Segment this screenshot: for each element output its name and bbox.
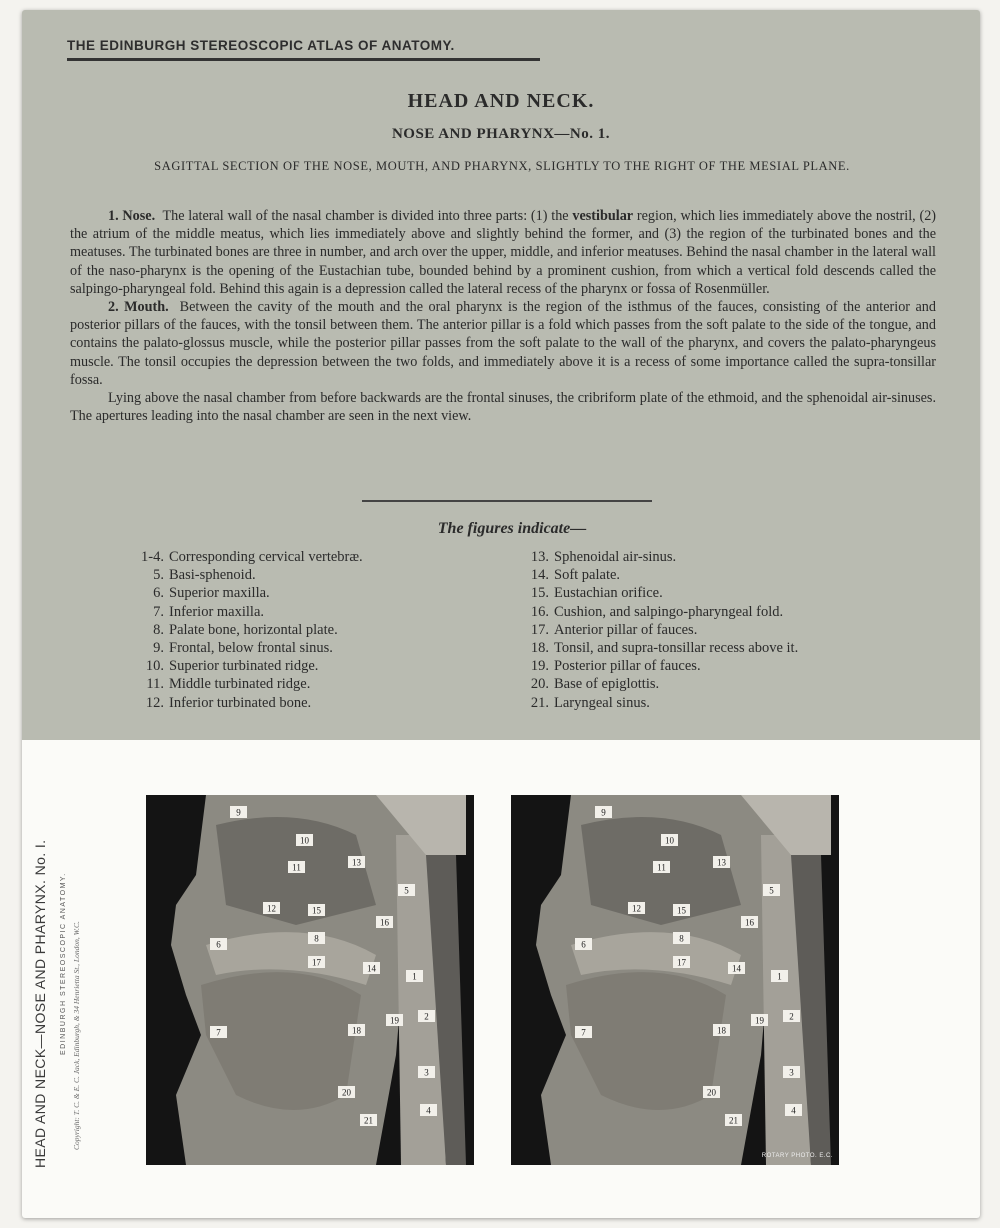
- legend-number: 7.: [153, 603, 164, 620]
- legend-number: 12.: [145, 694, 164, 711]
- legend-item: [122, 548, 363, 566]
- side-copyright: Copyright: T. C. & E. C. Jack, Edinburgh, & 34 Henrietta St., London, W.C.: [72, 921, 81, 1150]
- legend-number: 21.: [530, 694, 549, 711]
- photo-label: 18: [717, 1025, 726, 1036]
- nose-text-b: region, which lies immediately above the nostril, (2) the atrium of the middle meatus, which lies immediately above and slightly behind the former, and (3) the region of the turbinated bones and the meatuses. The turbinated bones are three in number, and arch over the upper, middle, and inferior meatuses. Behind the nasal chamber in the lateral wall of the naso-pharynx is the opening of the Eustachian tube, bounded behind by a prominent cushion, from which a vertical fold descends called the salpingo-pharyngeal fold. Behind this again is a depression called the lateral recess of the pharynx or fossa of Rosenmüller.: [70, 208, 937, 297]
- photo-label: 3: [789, 1067, 794, 1078]
- legend-text: Middle turbinated ridge.: [169, 676, 311, 693]
- legend-text: Soft palate.: [554, 567, 621, 584]
- legend-text: Anterior pillar of fauces.: [554, 621, 698, 638]
- legend-text: Basi-sphenoid.: [169, 567, 256, 584]
- photo-label: 17: [312, 957, 321, 968]
- photo-label: 12: [632, 903, 641, 914]
- nose-paragraph: [70, 207, 936, 298]
- legend-right-column: [507, 548, 798, 712]
- atlas-title: THE EDINBURGH STEREOSCOPIC ATLAS OF ANATOMY.: [67, 38, 455, 53]
- legend-number: 15.: [530, 585, 549, 602]
- legend-item: [122, 657, 363, 675]
- photo-label: 13: [717, 857, 726, 868]
- nose-text-a: The lateral wall of the nasal chamber is divided into three parts: (1) the: [162, 208, 569, 224]
- photo-label: 14: [732, 963, 741, 974]
- legend-item: [507, 603, 798, 621]
- legend-item: [122, 675, 363, 693]
- plate-caption: SAGITTAL SECTION OF THE NOSE, MOUTH, AND PHARYNX, SLIGHTLY TO THE RIGHT OF THE MESIAL PLANE.: [154, 159, 850, 173]
- legend-number: 9.: [153, 640, 164, 657]
- legend-number: 19.: [530, 658, 549, 675]
- closing-paragraph: Lying above the nasal chamber from before backwards are the frontal sinuses, the cribriform plate of the ethmoid, and the sphenoidal air-sinuses. The apertures leading into the nasal chamber are seen in the next view.: [70, 390, 936, 425]
- legend-item: [507, 621, 798, 639]
- photo-label: 16: [380, 917, 389, 928]
- legend-text: Inferior turbinated bone.: [169, 694, 312, 711]
- photo-label: 1: [412, 971, 417, 982]
- photo-label: 10: [300, 835, 309, 846]
- mouth-heading: 2. Mouth.: [108, 299, 169, 316]
- anatomy-photo-left: [146, 795, 474, 1165]
- legend-item: [122, 566, 363, 584]
- legend-item: [122, 584, 363, 602]
- legend-text: Laryngeal sinus.: [554, 694, 650, 711]
- photo-label: 5: [404, 885, 409, 896]
- legend-number: 20.: [530, 676, 549, 693]
- photo-label: 15: [677, 905, 686, 916]
- photo-label: 17: [677, 957, 686, 968]
- figures-heading: The figures indicate—: [437, 520, 587, 537]
- side-title: HEAD AND NECK—NOSE AND PHARYNX. No. I.: [32, 839, 48, 1168]
- photo-label: 20: [342, 1087, 351, 1098]
- legend-text: Frontal, below frontal sinus.: [169, 640, 333, 657]
- photo-credit: ROTARY PHOTO. E.C.: [761, 1153, 833, 1159]
- vestibular-term: vestibular: [572, 208, 634, 224]
- photo-label: 4: [791, 1105, 796, 1116]
- photo-label: 11: [292, 862, 301, 873]
- anatomy-photo-right: [511, 795, 839, 1165]
- photo-label: 3: [424, 1067, 429, 1078]
- photo-label: 10: [665, 835, 674, 846]
- title-underline: [67, 58, 540, 61]
- side-label: [26, 740, 81, 1218]
- legend-number: 18.: [530, 640, 549, 657]
- legend-number: 17.: [530, 621, 549, 638]
- legend-left-column: [122, 548, 363, 712]
- photo-label: 18: [352, 1025, 361, 1036]
- legend-number: 14.: [530, 567, 549, 584]
- legend-text: Eustachian orifice.: [554, 585, 663, 602]
- stereo-photo-left: [146, 795, 474, 1165]
- photo-label: 7: [216, 1027, 221, 1038]
- mouth-text: Between the cavity of the mouth and the oral pharynx is the region of the isthmus of the fauces, consisting of the anterior and posterior pillars of the fauces, with the tonsil between them. The anterior pillar is a fold which passes from the soft palate to the side of the tongue, and contains the palato-glossus muscle, while the posterior pillar passes from the soft palate to the wall of the pharynx, and covers the palato-pharyngeus muscle. The tonsil occupies the depression between the two folds, and immediately above it is a recess of some importance called the supra-tonsillar fossa.: [70, 299, 936, 388]
- legend-item: [122, 603, 363, 621]
- legend-item: [507, 566, 798, 584]
- photo-label: 16: [745, 917, 754, 928]
- photo-label: 21: [364, 1115, 373, 1126]
- plate-title: NOSE AND PHARYNX—No. 1.: [391, 126, 611, 142]
- photo-label: 8: [314, 933, 319, 944]
- photo-label: 13: [352, 857, 361, 868]
- legend-number: 16.: [530, 603, 549, 620]
- mouth-paragraph: [70, 298, 936, 389]
- legend-number: 6.: [153, 585, 164, 602]
- legend-text: Palate bone, horizontal plate.: [169, 621, 338, 638]
- photo-label: 19: [755, 1015, 764, 1026]
- legend-number: 8.: [153, 621, 164, 638]
- photo-label: 1: [777, 971, 782, 982]
- legend-text: Superior turbinated ridge.: [169, 658, 319, 675]
- photo-label: 9: [236, 807, 241, 818]
- photo-label: 4: [426, 1105, 431, 1116]
- photo-label: 2: [424, 1011, 429, 1022]
- legend-item: [507, 639, 798, 657]
- photo-label: 6: [581, 939, 586, 950]
- photo-label: 15: [312, 905, 321, 916]
- legend-item: [122, 639, 363, 657]
- side-series: EDINBURGH STEREOSCOPIC ANATOMY.: [60, 872, 67, 1055]
- section-divider: [362, 500, 652, 502]
- photo-label: 2: [789, 1011, 794, 1022]
- legend-number: 13.: [530, 549, 549, 565]
- atlas-card: [22, 10, 980, 1218]
- legend-item: [507, 548, 798, 566]
- legend-item: [122, 621, 363, 639]
- legend-text: Corresponding cervical vertebræ.: [169, 549, 363, 565]
- legend-number: 10.: [145, 658, 164, 675]
- photo-label: 12: [267, 903, 276, 914]
- legend-item: [122, 694, 363, 712]
- legend-text: Sphenoidal air-sinus.: [554, 549, 677, 565]
- legend-text: Tonsil, and supra-tonsillar recess above it.: [554, 640, 799, 657]
- nose-heading: 1. Nose.: [108, 208, 156, 224]
- photo-label: 5: [769, 885, 774, 896]
- stereo-photo-right: [511, 795, 839, 1165]
- photo-label: 11: [657, 862, 666, 873]
- legend-text: Base of epiglottis.: [554, 676, 660, 693]
- photo-label: 14: [367, 963, 376, 974]
- legend-number: 5.: [153, 567, 164, 584]
- legend-text: Superior maxilla.: [169, 585, 270, 602]
- photo-label: 19: [390, 1015, 399, 1026]
- photo-label: 9: [601, 807, 606, 818]
- legend-item: [507, 657, 798, 675]
- legend-text: Inferior maxilla.: [169, 603, 265, 620]
- photo-label: 6: [216, 939, 221, 950]
- legend-item: [507, 584, 798, 602]
- legend-number: 11.: [146, 676, 164, 693]
- photo-label: 21: [729, 1115, 738, 1126]
- legend-item: [507, 675, 798, 693]
- description-text: [70, 207, 936, 425]
- photo-label: 20: [707, 1087, 716, 1098]
- photo-label: 7: [581, 1027, 586, 1038]
- legend-item: [507, 694, 798, 712]
- legend-number: 1-4.: [141, 549, 164, 565]
- stereo-photo-panel: [22, 740, 980, 1218]
- photo-label: 8: [679, 933, 684, 944]
- legend-text: Cushion, and salpingo-pharyngeal fold.: [554, 603, 784, 620]
- section-title: HEAD AND NECK.: [407, 90, 595, 112]
- legend-text: Posterior pillar of fauces.: [554, 658, 701, 675]
